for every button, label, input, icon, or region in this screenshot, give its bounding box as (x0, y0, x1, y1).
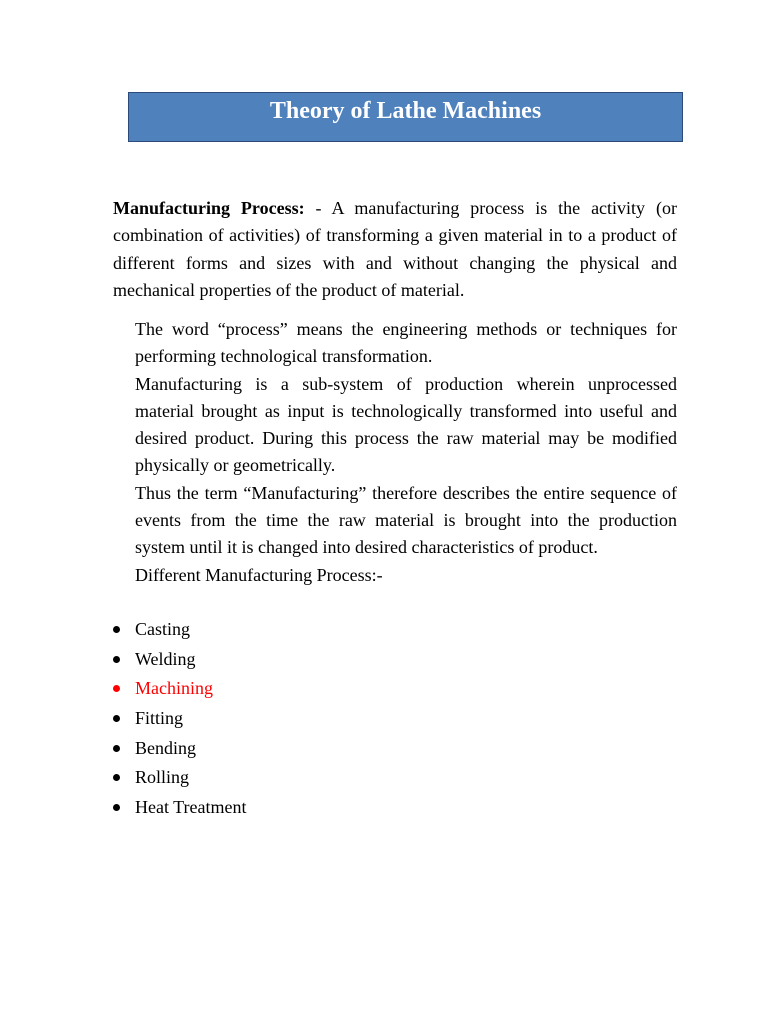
bullet-icon (113, 626, 120, 633)
list-item-label: Bending (135, 737, 196, 758)
list-item-label: Fitting (135, 708, 184, 729)
intro-text: - A manufacturing process is the activity (or combination of activities) of transforming a given material in to a product of different forms and sizes with and without changing the physical and mechanical properties of the product of material. (113, 198, 677, 300)
intro-paragraph (113, 195, 677, 304)
bullet-icon (113, 774, 120, 781)
list-item-label: Casting (135, 619, 191, 639)
paragraph-manufacturing-subsystem: Manufacturing is a sub-system of production wherein unprocessed material brought as input is technologically transformed into useful and desired product. During this process the raw material may be modified physically or geometrically. (135, 373, 677, 476)
process-list (113, 616, 246, 824)
list-item-label: Welding (135, 648, 196, 669)
list-item-label: Machining (135, 678, 213, 699)
list-item (113, 616, 246, 646)
list-item (113, 705, 246, 735)
list-item-label: Rolling (135, 767, 190, 788)
intro-lead: Manufacturing Process: (113, 198, 305, 218)
body-text (135, 316, 677, 589)
list-item-highlighted (113, 675, 246, 705)
paragraph-process-definition: The word “process” means the engineering methods or techniques for performing technological transformation. (135, 319, 677, 367)
list-item (113, 794, 246, 824)
list-item (113, 646, 246, 676)
list-item (113, 764, 246, 794)
title-banner (128, 92, 683, 142)
bullet-icon (113, 685, 120, 692)
bullet-icon (113, 656, 120, 663)
list-heading: Different Manufacturing Process:- (135, 564, 383, 585)
bullet-icon (113, 804, 120, 811)
paragraph-manufacturing-term: Thus the term “Manufacturing” therefore describes the entire sequence of events from the time the raw material is brought into the production system until it is changed into desired characteristics of product. (135, 482, 677, 558)
bullet-icon (113, 745, 120, 752)
page-title: Theory of Lathe Machines (269, 97, 542, 124)
bullet-icon (113, 715, 120, 722)
list-item-label: Heat Treatment (135, 797, 247, 818)
list-item (113, 735, 246, 765)
